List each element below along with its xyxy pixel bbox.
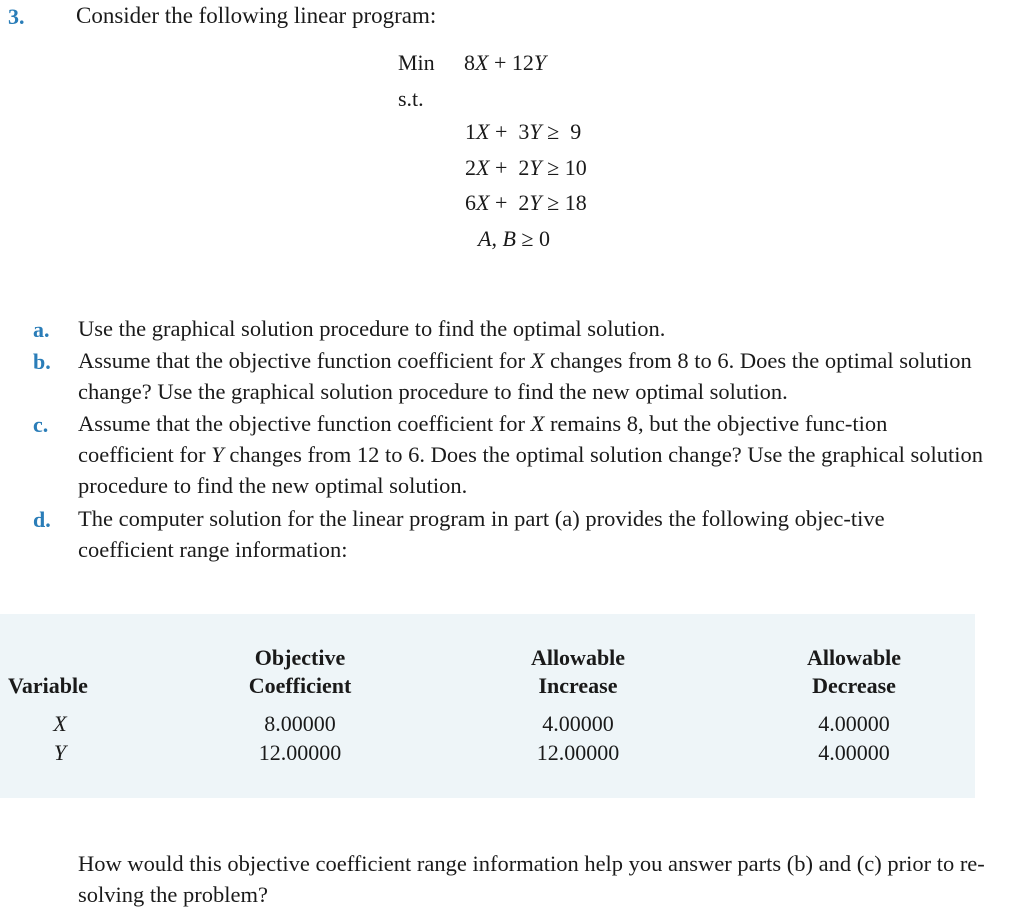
constraint-3: 6X + 2Y ≥ 18 (465, 190, 587, 215)
header-objective-line1: Objective (254, 645, 346, 670)
row-y-variable: Y (53, 740, 67, 765)
part-a-text: Use the graphical solution procedure to find the optimal solution. (78, 316, 666, 341)
problem-number: 3. (8, 4, 25, 29)
objective-label: Min (398, 50, 435, 75)
part-d-letter: d. (33, 507, 51, 532)
part-d-text: The computer solution for the linear program in part (a) provides the following objec-tive coefficient range information: (78, 506, 885, 562)
row-y-decrease: 4.00000 (818, 740, 890, 765)
row-y-coefficient: 12.00000 (258, 740, 342, 765)
subject-to-label: s.t. (398, 86, 424, 111)
problem-stem: Consider the following linear program: (76, 3, 437, 28)
constraint-nonnegativity: A, B ≥ 0 (478, 226, 550, 251)
row-y-increase: 12.00000 (536, 740, 620, 765)
part-c-text: Assume that the objective function coefficient for X remains 8, but the objective func-tion coefficient for Y changes from 12 to 6. Does the optimal solution change? Use the graphical solution procedure to find the new optimal solution. (78, 411, 983, 498)
header-increase-line1: Allowable (530, 645, 626, 670)
part-b-letter: b. (33, 349, 51, 374)
row-x-variable: X (53, 711, 67, 736)
part-b-text: Assume that the objective function coefficient for X changes from 8 to 6. Does the optimal solution change? Use the graphical solution procedure to find the new optimal solution. (78, 348, 972, 404)
row-x-coefficient: 8.00000 (264, 711, 336, 736)
coefficient-range-table (0, 614, 975, 798)
constraint-1: 1X + 3Y ≥ 9 (465, 119, 582, 144)
part-a-letter: a. (33, 317, 50, 342)
row-x-increase: 4.00000 (542, 711, 614, 736)
header-decrease-line2: Decrease (812, 673, 896, 698)
header-objective-line2: Coefficient (248, 673, 352, 698)
header-increase-line2: Increase (538, 673, 618, 698)
header-decrease-line1: Allowable (806, 645, 902, 670)
part-c-letter: c. (33, 412, 49, 437)
row-x-decrease: 4.00000 (818, 711, 890, 736)
objective-function: 8X + 12Y (464, 50, 547, 75)
header-variable: Variable (8, 673, 88, 698)
closing-question: How would this objective coefficient range information help you answer parts (b) and (c) prior to re-solving the problem? (78, 851, 985, 907)
constraint-2: 2X + 2Y ≥ 10 (465, 155, 587, 180)
